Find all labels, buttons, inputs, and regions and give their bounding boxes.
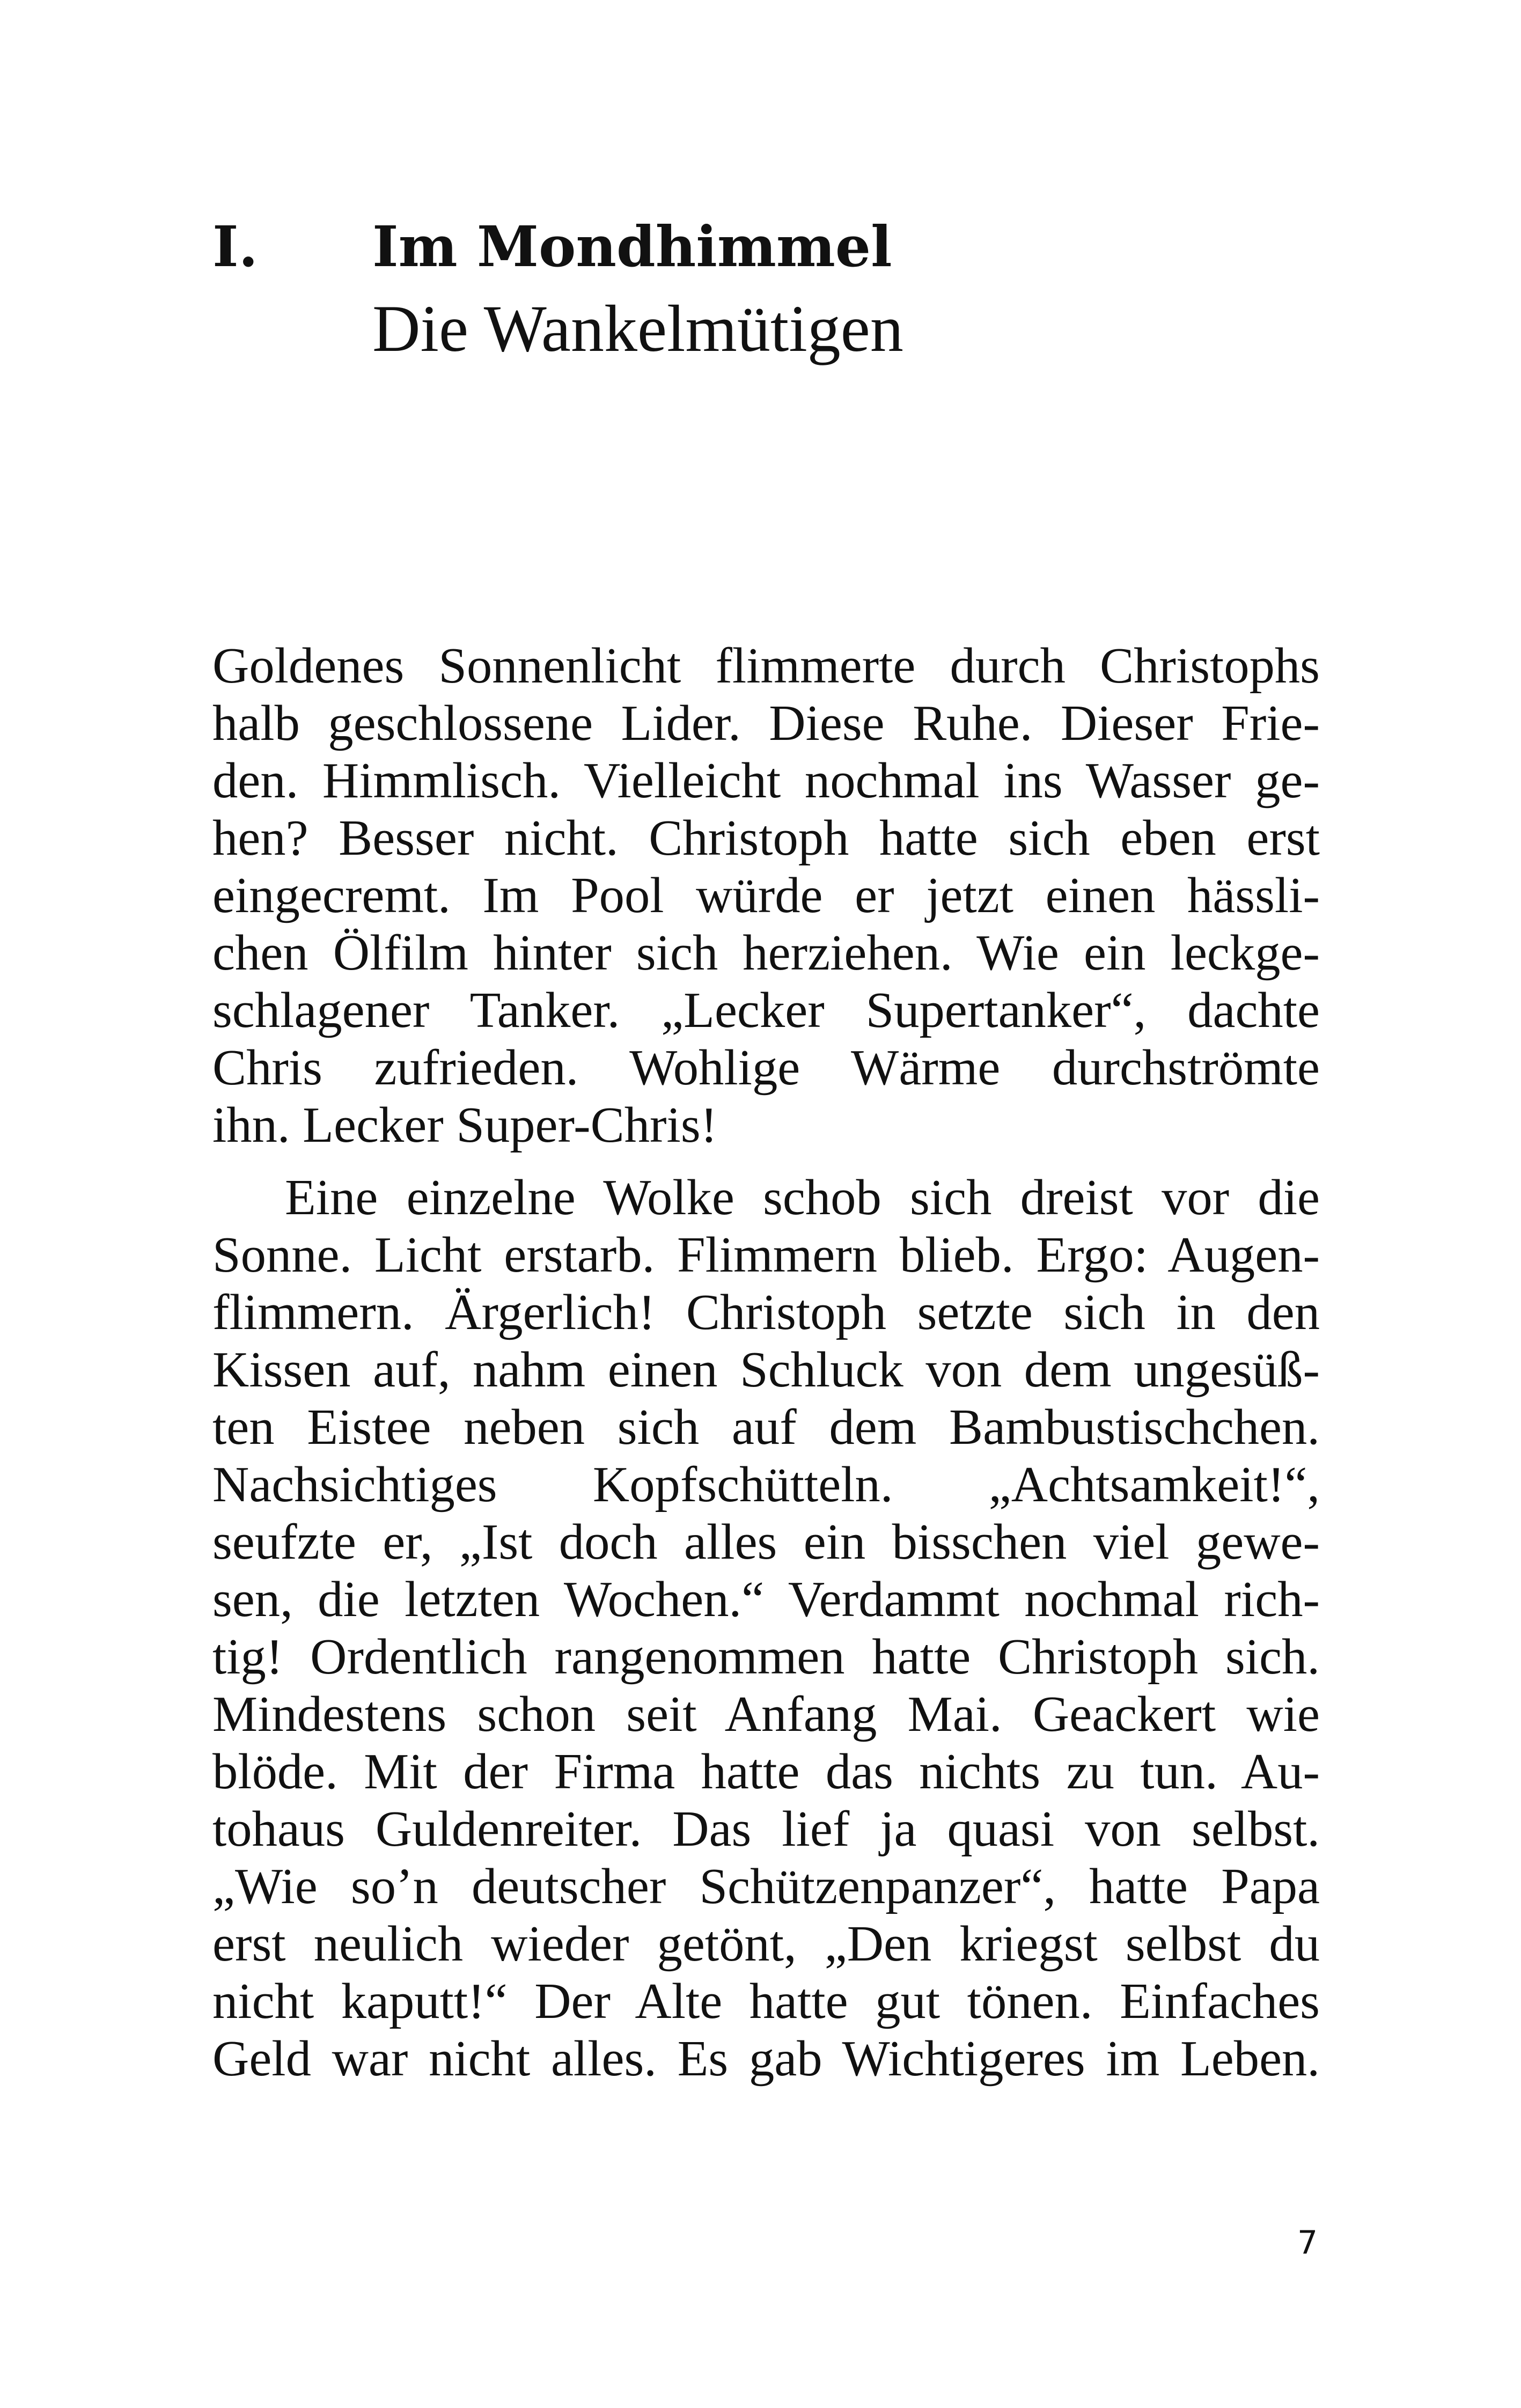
- text-line: sen, die letzten Wochen.“ Verdammt nochmal rich-: [212, 1572, 1320, 1627]
- chapter-heading-row: [212, 214, 1339, 281]
- text-line: erst neulich wieder getönt, „Den kriegst selbst du: [212, 1916, 1320, 1972]
- text-line: Eine einzelne Wolke schob sich dreist vor die: [285, 1170, 1320, 1225]
- text-line: Nachsichtiges Kopfschütteln. „Achtsamkeit!“,: [212, 1457, 1320, 1513]
- page-number: 7: [1297, 2224, 1318, 2262]
- body-text: [212, 637, 1320, 2088]
- text-line: ten Eistee neben sich auf dem Bambustischchen.: [212, 1399, 1320, 1455]
- paragraph-gap: [212, 1154, 1320, 1169]
- text-line: seufzte er, „Ist doch alles ein bisschen viel gewe-: [212, 1514, 1320, 1570]
- text-line: ihn. Lecker Super-Chris!: [212, 1097, 718, 1153]
- text-line: „Wie so’n deutscher Schützenpanzer“, hatte Papa: [212, 1859, 1320, 1914]
- text-line: schlagener Tanker. „Lecker Supertanker“, dachte: [212, 982, 1320, 1038]
- paragraph-2: [212, 1169, 1320, 2088]
- text-line: hen? Besser nicht. Christoph hatte sich eben erst: [212, 810, 1320, 866]
- chapter-number: I.: [212, 214, 258, 280]
- text-line: Mindestens schon seit Anfang Mai. Geackert wie: [212, 1686, 1320, 1742]
- text-line: tohaus Guldenreiter. Das lief ja quasi von selbst.: [212, 1801, 1320, 1857]
- chapter-title: Im Mondhimmel: [372, 214, 892, 280]
- text-line: Sonne. Licht erstarb. Flimmern blieb. Ergo: Augen-: [212, 1227, 1320, 1283]
- text-line: chen Ölfilm hinter sich herziehen. Wie ein leckge-: [212, 925, 1320, 981]
- text-line: halb geschlossene Lider. Diese Ruhe. Dieser Frie-: [212, 695, 1320, 751]
- chapter-subtitle: Die Wankelmütigen: [372, 291, 903, 365]
- text-line: eingecremt. Im Pool würde er jetzt einen hässli-: [212, 868, 1320, 923]
- text-line: nicht kaputt!“ Der Alte hatte gut tönen. Einfaches: [212, 1973, 1320, 2029]
- text-line: Chris zufrieden. Wohlige Wärme durchströmte: [212, 1040, 1320, 1096]
- chapter-heading: [212, 214, 1339, 369]
- text-line: Geld war nicht alles. Es gab Wichtigeres im Leben.: [212, 2031, 1320, 2087]
- text-line: blöde. Mit der Firma hatte das nichts zu tun. Au-: [212, 1744, 1320, 1800]
- text-line: tig! Ordentlich rangenommen hatte Christoph sich.: [212, 1629, 1320, 1685]
- text-line: Goldenes Sonnenlicht flimmerte durch Christophs: [212, 638, 1320, 694]
- text-line: flimmern. Ärgerlich! Christoph setzte sich in den: [212, 1284, 1320, 1340]
- text-line: Kissen auf, nahm einen Schluck von dem ungesüß-: [212, 1342, 1320, 1398]
- text-line: den. Himmlisch. Vielleicht nochmal ins Wasser ge-: [212, 753, 1320, 809]
- paragraph-1: [212, 637, 1320, 1154]
